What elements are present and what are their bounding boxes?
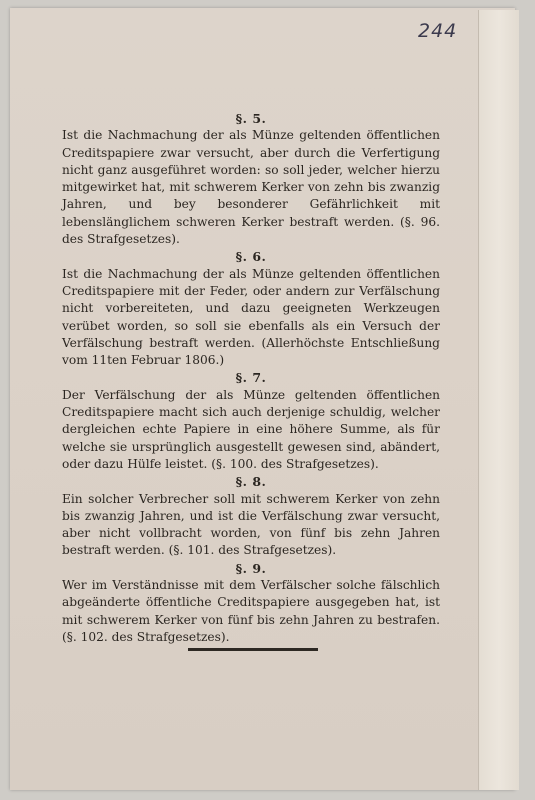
section-heading-5: §. 5. [235, 111, 267, 126]
section-text-9: Wer im Verständnisse mit dem Verfälscher solche fälschlich abgeänderte öffentliche Creditspapiere ausgegeben hat, ist mit schwerem Kerker von fünf bis zehn Jahren zu bestrafen. (§. 102. des Strafgesetzes). [62, 578, 440, 644]
section-text-7: Der Verfälschung der als Münze geltenden öffentlichen Creditspapiere macht sich auch derjenige schuldig, welcher dergleichen echte Papiere in eine höhere Summe, als für welche sie ursprünglich ausgestellt gewesen sind, abändert, oder dazu Hülfe leistet. (§. 100. des Strafgesetzes). [62, 387, 440, 471]
section-heading-8: §. 8. [235, 474, 267, 490]
section-text-8: Ein solcher Verbrecher soll mit schwerem Kerker von zehn bis zwanzig Jahren, und ist die Verfälschung zwar versucht, aber nicht vollbracht worden, von fünf bis zehn Jahren bestraft werden. (§. 101. des Strafgesetzes). [62, 491, 440, 558]
section-heading-7: §. 7. [235, 370, 267, 386]
folio-number: 244 [418, 20, 458, 42]
section-heading-9: §. 9. [235, 560, 267, 576]
section-text-6: Ist die Nachmachung der als Münze geltenden öffentlichen Creditspapiere mit der Feder, oder andern zur Verfälschung nicht vorbereiteten, und dazu geeigneten Werkzeugen verübet worden, so soll sie ebenfalls als ein Versuch der Verfälschung bestraft werden. (Allerhöchste Entschließung vom 11ten Februar 1806.) [62, 266, 440, 368]
section-text-5: Ist die Nachmachung der als Münze geltenden öffentlichen Creditspapiere zwar versucht, aber durch die Verfertigung nicht ganz ausgeführet worden: so soll jeder, welcher hierzu mitgewirket hat, mit schwerem Kerker von zehn bis zwanzig Jahren, und bey besonderer Gefährlichkeit mit lebenslänglichem schweren Kerker bestraft werden. (§. 96. des Strafgesetzes). [62, 128, 440, 247]
section-heading-6: §. 6. [235, 249, 267, 265]
page-edge-fold [478, 10, 519, 790]
statute-text [62, 110, 440, 646]
closing-rule [188, 648, 318, 651]
